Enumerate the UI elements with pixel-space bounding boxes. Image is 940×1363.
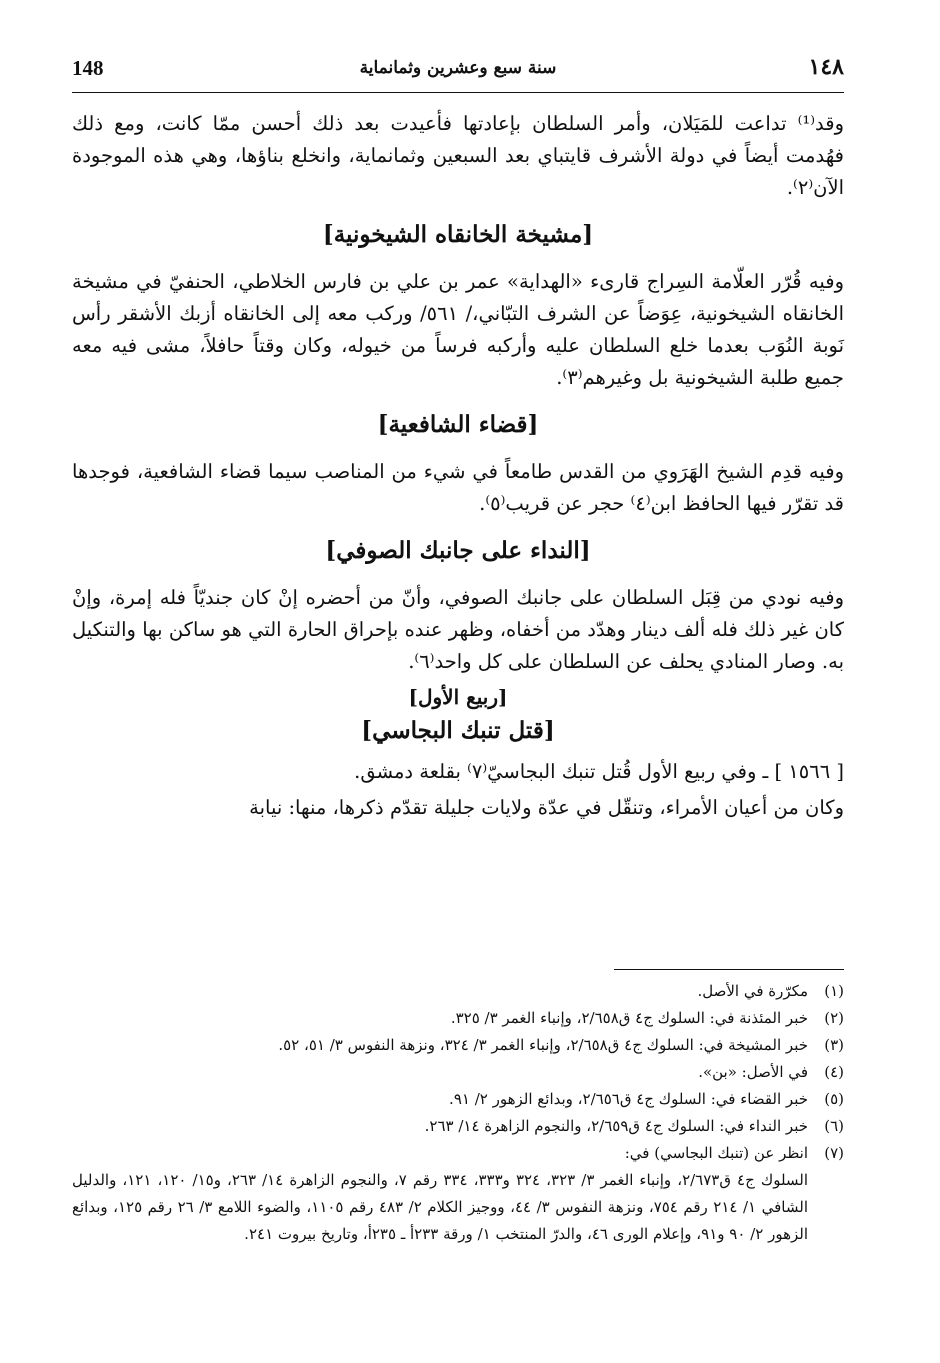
page-number-latin: 148 <box>72 56 104 80</box>
footnote-text: خبر المئذنة في: السلوك ج٤ ق٢/٦٥٨، وإنباء الغمر ٣/ ٣٢٥. <box>450 1009 808 1027</box>
footnote-text: خبر النداء في: السلوك ج٤ ق٢/٦٥٩، والنجوم الزاهرة ١٤/ ٢٦٣. <box>424 1117 808 1135</box>
month-heading: [ربيع الأول] <box>408 685 508 709</box>
paragraph-qada: وفيه قدِم الشيخ الهَرَوي من القدس طامعاً في شيء من المناصب سيما قضاء الشافعية، فوجدها قد تقرّر فيها الحافظ ابن⁽٤⁾ حجر عن قريب⁽٥⁾. <box>72 460 844 515</box>
footnote <box>72 1032 844 1059</box>
page-header <box>72 56 844 92</box>
footnote-text: خبر المشيخة في: السلوك ج٤ ق٢/٦٥٨، وإنباء الغمر ٣/ ٣٢٤، ونزهة النفوس ٣/ ٥١، ٥٢. <box>278 1036 808 1054</box>
footnote-text: خبر القضاء في: السلوك ج٤ ق٢/٦٥٦، وبدائع الزهور ٢/ ٩١. <box>449 1090 808 1108</box>
page-number-arabic: ١٤٨ <box>808 54 844 80</box>
footnote-number: (٥) <box>824 1090 844 1108</box>
footnote-text: السلوك ج٤ ق٢/٦٧٣، وإنباء الغمر ٣/ ٣٢٣، ٣٢٤ و٣٣٣، ٣٣٤ رقم ٧، والنجوم الزاهرة ١٤/ ٢٦٣، و١٥/ ١٢٠، ١٢١، والدليل الشافي ١/ ٢١٤ رقم ٧٥٤، ونزهة النفوس ٣/ ٤٤، ووجيز الكلام ٢/ ٤٨٣ رقم ١١٠٥، والضوء اللامع ٣/ ٢٦ رقم ١٢٥، وبدائع الزهور ٢/ ٩٠ و٩١، وإعلام الورى ٤٦، والدرّ المنتخب ١/ ورقة ٢٣٣أ ـ ٢٣٥أ، وتاريخ بيروت ٢٤١. <box>72 1171 809 1243</box>
footnote <box>72 1059 844 1086</box>
footnote-number: (١) <box>824 982 844 1000</box>
footnote-text: مكرّرة في الأصل. <box>697 982 808 1000</box>
paragraph-nida: وفيه نودي من قِبَل السلطان على جانبك الصوفي، وأنّ من أحضره إنْ كان جنديّاً فله إمرة، وإنْ كان غير ذلك فله ألف دينار وهدّد من أخفاه، وظهر عنده بإحراق الحارة التي هو ساكن بها والتنكيل به. وصار المنادي يحلف عن السلطان على كل واحد⁽٦⁾. <box>72 586 844 673</box>
section-heading-nida: [النداء على جانبك الصوفي] <box>325 537 591 564</box>
footnote <box>72 978 844 1005</box>
paragraph-minaret: وقد⁽¹⁾ تداعت للمَيَلان، وأمر السلطان بإعادتها فأعيدت بعد ذلك أحسن ممّا كانت، ومع ذلك فهُدمت أيضاً في دولة الأشرف قايتباي بعد السبعين وثمانماية، وانخلع بناؤها، وهي هذه الموجودة الآن⁽٢⁾. <box>72 112 844 199</box>
footnote <box>72 1005 844 1032</box>
footnote-number: (٢) <box>824 1009 844 1027</box>
main-text <box>72 108 844 828</box>
section-heading-qada: [قضاء الشافعية] <box>377 411 539 438</box>
header-rule <box>72 92 844 93</box>
paragraph-mashyakha: وفيه قُرّر العلّامة السِراج قارىء «الهداية» عمر بن علي بن فارس الخلاطي، الحنفيّ في مشيخة الخانقاه الشيخونية، عِوَضاً عن الشرف التبّاني،/ ٥٦١/ وركب معه إلى الخانقاه أزبك الأشقر رأس نَوبة النُوَب بعدما خلع السلطان عليه وأركبه فرساً من خيوله، وكان وقتاً حافلاً، مشى فيه معه جميع طلبة الشيخونية بل وغيرهم⁽٣⁾. <box>72 270 844 389</box>
footnotes <box>72 978 844 1248</box>
footnote-continuation <box>72 1167 844 1248</box>
section-heading-mashyakha: [مشيخة الخانقاه الشيخونية] <box>322 221 594 248</box>
footnote <box>72 1140 844 1167</box>
entry-1566: [ ١٥٦٦ ] ـ وفي ربيع الأول قُتل تنبك البجاسيّ⁽٧⁾ بقلعة دمشق. <box>354 760 844 783</box>
footnote-number: (٤) <box>824 1063 844 1081</box>
footnote <box>72 1113 844 1140</box>
footnote-number: (٧) <box>824 1144 844 1162</box>
footnote <box>72 1086 844 1113</box>
paragraph-tanbak: وكان من أعيان الأمراء، وتنقّل في عدّة ولايات جليلة تقدّم ذكرها، منها: نيابة <box>249 796 844 819</box>
running-title: سنة سبع وعشرين وثمانماية <box>359 58 557 78</box>
footnote-rule <box>614 969 844 970</box>
footnote-text: في الأصل: «بن». <box>698 1063 808 1081</box>
section-heading-tanbak: [قتل تنبك البجاسي] <box>361 717 555 744</box>
footnote-number: (٣) <box>824 1036 844 1054</box>
footnote-number: (٦) <box>824 1117 844 1135</box>
footnote-text: انظر عن (تنبك البجاسي) في: <box>624 1144 808 1162</box>
